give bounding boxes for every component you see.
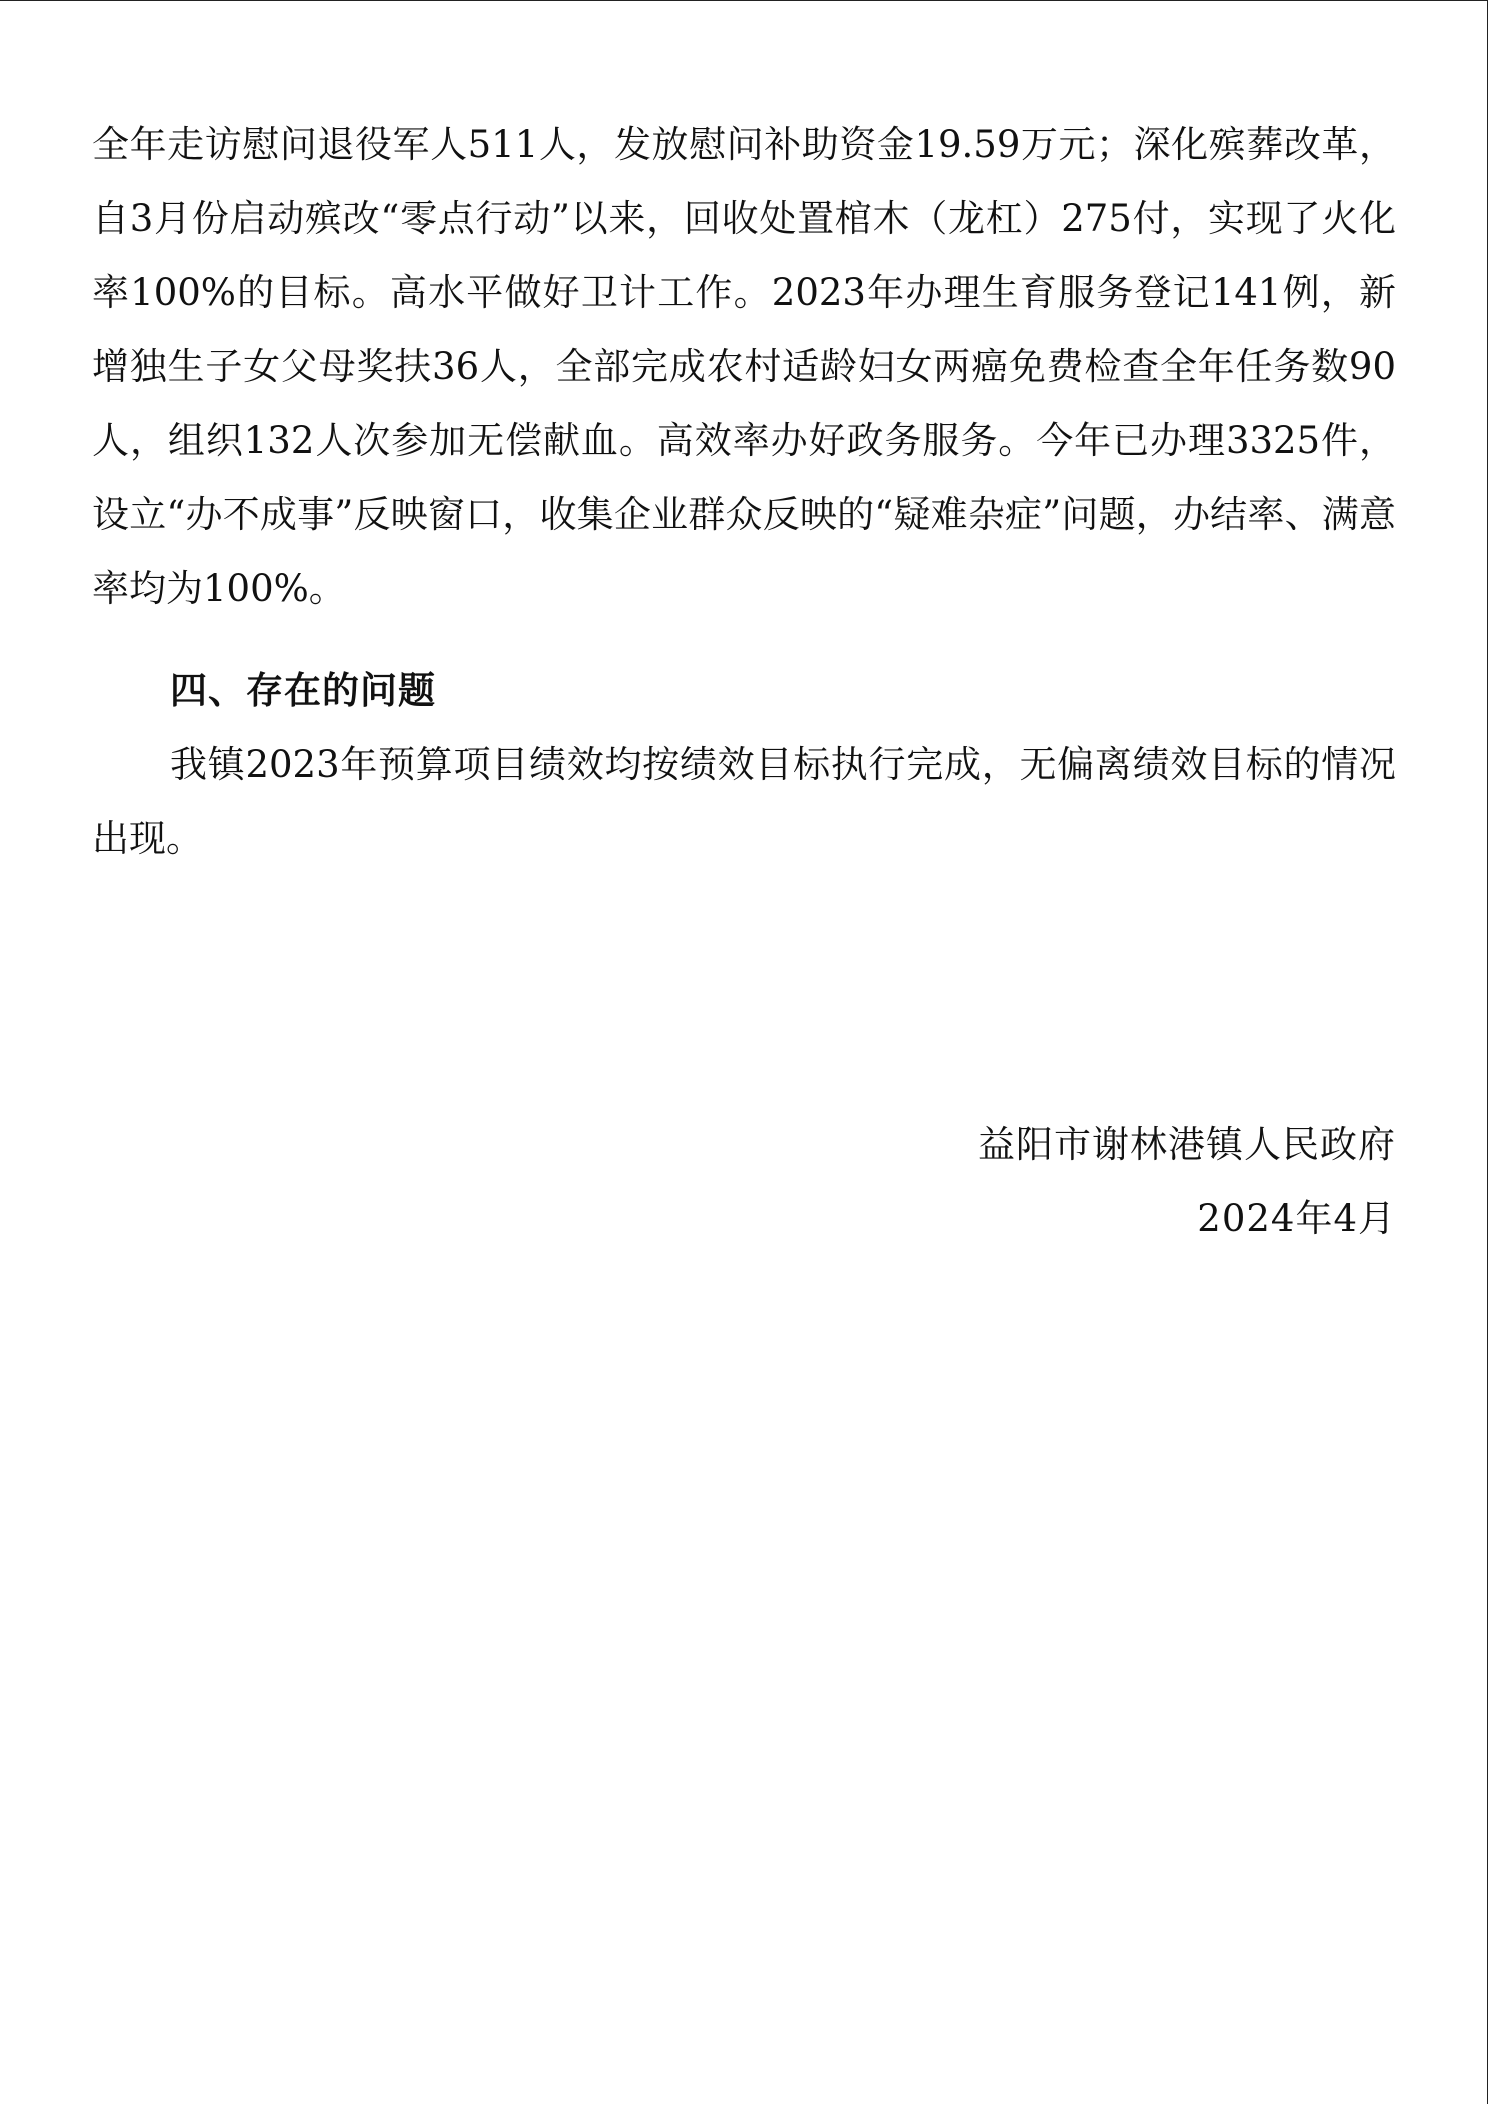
signature-org: 益阳市谢林港镇人民政府 bbox=[978, 1123, 1396, 1166]
signature-date: 2024年4月 bbox=[1197, 1197, 1396, 1240]
top-border bbox=[0, 0, 1488, 1]
body-paragraph: 全年走访慰问退役军人511人，发放慰问补助资金19.59万元；深化殡葬改革，自3月份启动殡改“零点行动”以来，回收处置棺木（龙杠）275付，实现了火化率100%的目标。高水平做好卫计工作。2023年办理生育服务登记141例，新增独生子女父母奖扶36人，全部完成农村适龄妇女两癌免费检查全年任务数90人，组织132人次参加无偿献血。高效率办好政务服务。今年已办理3325件，设立“办不成事”反映窗口，收集企业群众反映的“疑难杂症”问题，办结率、满意率均为100%。 bbox=[92, 123, 1396, 610]
issues-paragraph: 我镇2023年预算项目绩效均按绩效目标执行完成，无偏离绩效目标的情况出现。 bbox=[92, 743, 1396, 860]
section-heading: 四、存在的问题 bbox=[170, 669, 436, 712]
document-body bbox=[92, 108, 1396, 876]
signature-block bbox=[978, 1108, 1396, 1256]
